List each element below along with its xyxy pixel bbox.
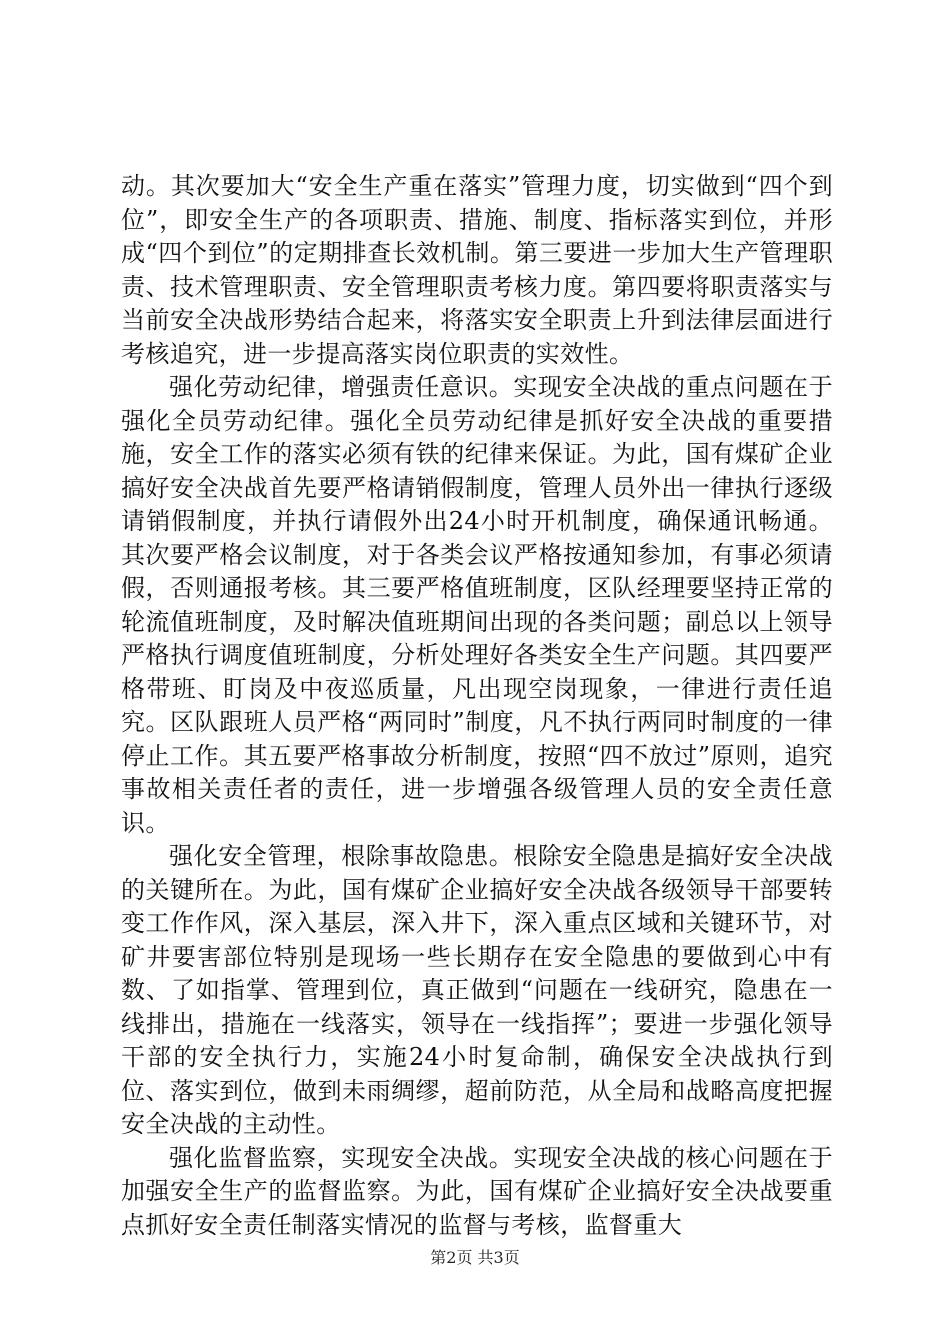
document-body <box>121 170 833 1242</box>
page-number-footer: 第2页 共3页 <box>430 1248 520 1267</box>
paragraph-1: 动。其次要加大“安全生产重在落实”管理力度，切实做到“四个到位”，即安全生产的各项职责、措施、制度、指标落实到位，并形成“四个到位”的定期排查长效机制。第三要进一步加大生产管理职责、技术管理职责、安全管理职责考核力度。第四要将职责落实与当前安全决战形势结合起来，将落实安全职责上升到法律层面进行考核追究，进一步提高落实岗位职责的实效性。 <box>121 172 833 368</box>
paragraph-2: 强化劳动纪律，增强责任意识。实现安全决战的重点问题在于强化全员劳动纪律。强化全员劳动纪律是抓好安全决战的重要措施，安全工作的落实必须有铁的纪律来保证。为此，国有煤矿企业搞好安全决战首先要严格请销假制度，管理人员外出一律执行逐级请销假制度，并执行请假外出24小时开机制度，确保通讯畅通。其次要严格会议制度，对于各类会议严格按通知参加，有事必须请假，否则通报考核。其三要严格值班制度，区队经理要坚持正常的轮流值班制度，及时解决值班期间出现的各类问题；副总以上领导严格执行调度值班制度，分析处理好各类安全生产问题。其四要严格带班、盯岗及中夜巡质量，凡出现空岗现象，一律进行责任追究。区队跟班人员严格“两同时”制度，凡不执行两同时制度的一律停止工作。其五要严格事故分析制度，按照“四不放过”原则，追究事故相关责任者的责任，进一步增强各级管理人员的安全责任意识。 <box>121 373 833 837</box>
paragraph-4: 强化监督监察，实现安全决战。实现安全决战的核心问题在于加强安全生产的监督监察。为此，国有煤矿企业搞好安全决战要重点抓好安全责任制落实情况的监督与考核，监督重大 <box>121 1143 833 1239</box>
paragraph-3: 强化安全管理，根除事故隐患。根除安全隐患是搞好安全决战的关键所在。为此，国有煤矿企业搞好安全决战各级领导干部要转变工作作风，深入基层，深入井下，深入重点区域和关键环节，对矿井要害部位特别是现场一些长期存在安全隐患的要做到心中有数、了如指掌、管理到位，真正做到“问题在一线研究，隐患在一线排出，措施在一线落实，领导在一线指挥”；要进一步强化领导干部的安全执行力，实施24小时复命制，确保安全决战执行到位、落实到位，做到未雨绸缪，超前防范，从全局和战略高度把握安全决战的主动性。 <box>121 842 833 1138</box>
